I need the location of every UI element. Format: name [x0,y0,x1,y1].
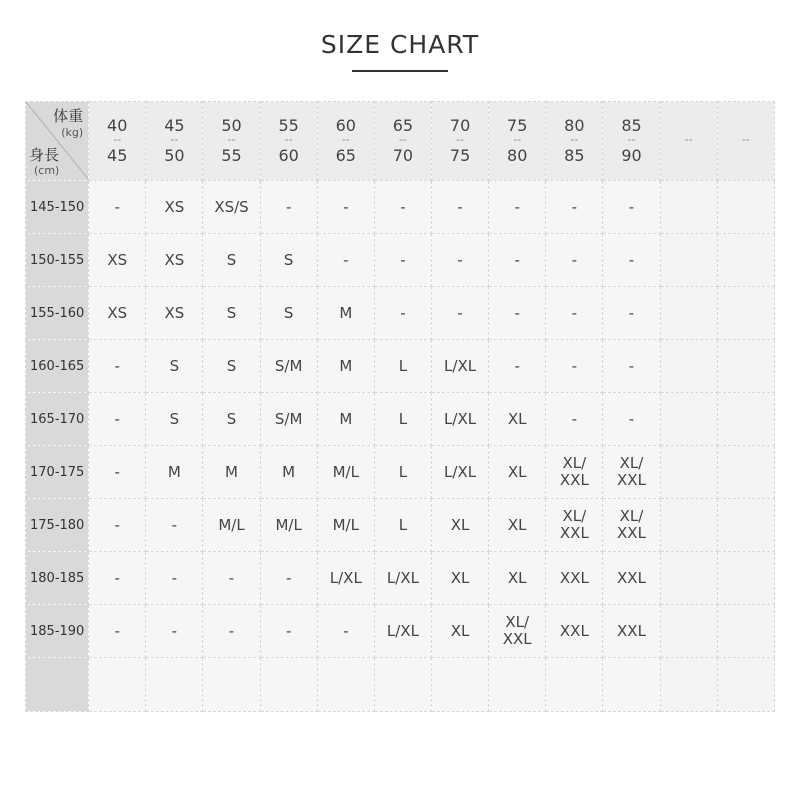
weight-from: 65 [392,116,414,135]
size-cell: S [146,393,203,446]
weight-column-header [432,102,489,181]
height-range-cell: 160-165 [26,340,89,393]
size-cell: - [603,287,660,340]
size-cell: M [317,393,374,446]
size-cell [717,605,774,658]
size-cell: S [203,340,260,393]
size-cell [546,658,603,712]
weight-column-header [717,102,774,181]
weight-from: 75 [507,116,528,135]
size-cell: M/L [317,499,374,552]
weight-column-header [146,102,203,181]
size-cell: L/XL [374,552,431,605]
height-label: 身長 [29,146,60,164]
size-cell: S [203,393,260,446]
corner-header-cell [26,102,89,181]
weight-label: 体重 [53,107,84,125]
size-cell: XL [432,499,489,552]
size-cell: XL/ XXL [603,446,660,499]
size-cell: XL/ XXL [603,499,660,552]
size-cell [660,287,717,340]
size-cell: - [546,340,603,393]
weight-column-header [317,102,374,181]
weight-to: 90 [621,146,642,165]
size-cell: S [146,340,203,393]
size-cell: XS [89,234,146,287]
size-cell: XL [489,446,546,499]
size-cell: XS/S [203,181,260,234]
size-cell: M/L [317,446,374,499]
size-cell [717,499,774,552]
weight-sep: -- [170,133,179,146]
weight-to [718,149,774,163]
size-cell [717,234,774,287]
size-cell [717,552,774,605]
size-cell: XS [146,287,203,340]
size-cell: - [89,393,146,446]
height-range-cell: 180-185 [26,552,89,605]
size-cell: L [374,446,431,499]
size-cell: L/XL [432,393,489,446]
size-cell: M [203,446,260,499]
size-cell: XL/ XXL [546,499,603,552]
table-row [26,499,775,552]
weight-to: 45 [107,146,128,165]
size-cell: - [489,287,546,340]
size-cell: XS [146,234,203,287]
size-cell: - [260,181,317,234]
table-row [26,658,775,712]
size-cell [260,658,317,712]
size-cell: - [603,181,660,234]
height-range-cell: 150-155 [26,234,89,287]
size-cell: XL [489,499,546,552]
size-cell: - [317,181,374,234]
size-cell [660,499,717,552]
size-cell: XXL [603,605,660,658]
weight-sep: -- [284,133,293,146]
table-row [26,340,775,393]
table-row [26,181,775,234]
size-cell: S [203,287,260,340]
size-cell: - [374,287,431,340]
weight-sep: -- [456,133,465,146]
size-cell [317,658,374,712]
size-cell [660,658,717,712]
weight-from: 45 [164,116,185,135]
weight-sep: -- [741,133,750,146]
weight-to: 50 [164,146,185,165]
size-cell [89,658,146,712]
weight-unit: (kg) [61,126,84,139]
size-cell: M [317,287,374,340]
weight-sep: -- [684,133,693,146]
size-cell: XL/ XXL [546,446,603,499]
size-cell: XL [489,393,546,446]
table-row [26,446,775,499]
size-cell: M [260,446,317,499]
size-cell [717,181,774,234]
size-cell: XS [89,287,146,340]
table-row [26,605,775,658]
weight-column-header [260,102,317,181]
size-cell: L/XL [374,605,431,658]
size-chart-table [25,101,775,712]
size-cell [660,446,717,499]
size-cell: S/M [260,340,317,393]
size-cell [489,658,546,712]
weight-to: 85 [564,146,585,165]
size-cell: - [89,605,146,658]
weight-to: 65 [335,146,356,165]
size-cell [603,658,660,712]
size-cell [717,287,774,340]
page-title: SIZE CHART [320,30,480,59]
table-row [26,393,775,446]
size-cell: - [489,234,546,287]
table-row [26,552,775,605]
weight-to: 80 [507,146,528,165]
size-cell: - [603,393,660,446]
weight-to: 75 [449,146,471,165]
size-cell: - [317,605,374,658]
size-cell: - [260,605,317,658]
title-underline [352,70,448,72]
size-cell [660,181,717,234]
size-cell: S [203,234,260,287]
height-range-cell: 165-170 [26,393,89,446]
weight-column-header [660,102,717,181]
size-cell: XXL [546,605,603,658]
weight-column-header [89,102,146,181]
size-cell: - [89,446,146,499]
size-cell: - [374,181,431,234]
size-cell: - [546,234,603,287]
size-cell: - [203,552,260,605]
weight-column-header [489,102,546,181]
height-range-cell: 185-190 [26,605,89,658]
size-cell: - [489,340,546,393]
size-cell: XL [432,605,489,658]
size-cell [717,393,774,446]
weight-from [718,119,774,133]
weight-sep: -- [341,133,350,146]
size-cell: L/XL [317,552,374,605]
size-cell: M/L [203,499,260,552]
size-cell [660,605,717,658]
size-cell: XS [146,181,203,234]
size-cell: - [317,234,374,287]
size-cell: - [546,393,603,446]
size-cell: XL [432,552,489,605]
size-cell: M [146,446,203,499]
table-row [26,287,775,340]
size-cell: - [146,605,203,658]
size-cell [717,446,774,499]
size-cell: S [260,234,317,287]
size-cell: XXL [546,552,603,605]
height-range-cell: 145-150 [26,181,89,234]
weight-sep: -- [113,133,122,146]
size-cell: - [260,552,317,605]
weight-sep: -- [627,133,636,146]
size-cell [203,658,260,712]
weight-to [661,149,717,163]
weight-column-header [546,102,603,181]
weight-from: 50 [221,116,242,135]
height-unit: (cm) [34,164,60,177]
size-cell: XL/ XXL [489,605,546,658]
weight-from: 55 [278,116,299,135]
weight-to: 55 [221,146,242,165]
weight-from: 40 [107,116,128,135]
weight-header-row [26,102,775,181]
size-cell: L [374,499,431,552]
size-cell: - [89,552,146,605]
size-cell: - [146,499,203,552]
size-cell [374,658,431,712]
size-cell [717,658,774,712]
weight-sep: -- [570,133,579,146]
size-cell: - [432,234,489,287]
weight-column-header [374,102,431,181]
size-cell: - [89,499,146,552]
size-cell: L/XL [432,446,489,499]
size-cell: - [546,287,603,340]
weight-column-header [603,102,660,181]
size-cell: - [203,605,260,658]
height-range-cell: 175-180 [26,499,89,552]
weight-from [661,119,717,133]
height-range-cell: 170-175 [26,446,89,499]
weight-from: 85 [621,116,642,135]
size-cell: M [317,340,374,393]
size-cell [660,234,717,287]
size-cell: L [374,393,431,446]
size-cell: - [89,181,146,234]
size-cell: S/M [260,393,317,446]
weight-to: 60 [278,146,299,165]
height-range-cell: 155-160 [26,287,89,340]
size-cell: XXL [603,552,660,605]
size-cell: - [374,234,431,287]
size-cell: - [603,340,660,393]
weight-sep: -- [227,133,236,146]
size-cell [660,393,717,446]
size-cell [717,340,774,393]
weight-sep: -- [513,133,522,146]
weight-from: 70 [449,116,471,135]
size-cell [146,658,203,712]
size-chart-body [26,181,775,712]
height-range-cell [26,658,89,712]
size-cell: - [146,552,203,605]
size-cell: M/L [260,499,317,552]
size-cell [660,340,717,393]
size-cell: L [374,340,431,393]
size-cell: S [260,287,317,340]
size-cell [660,552,717,605]
size-cell [432,658,489,712]
size-cell: - [546,181,603,234]
size-cell: - [89,340,146,393]
size-cell: - [489,181,546,234]
size-cell: - [432,181,489,234]
size-cell: - [432,287,489,340]
weight-from: 80 [564,116,585,135]
size-cell: L/XL [432,340,489,393]
weight-sep: -- [398,133,407,146]
weight-to: 70 [392,146,414,165]
size-cell: - [603,234,660,287]
size-cell: XL [489,552,546,605]
weight-from: 60 [335,116,356,135]
weight-column-header [203,102,260,181]
table-row [26,234,775,287]
